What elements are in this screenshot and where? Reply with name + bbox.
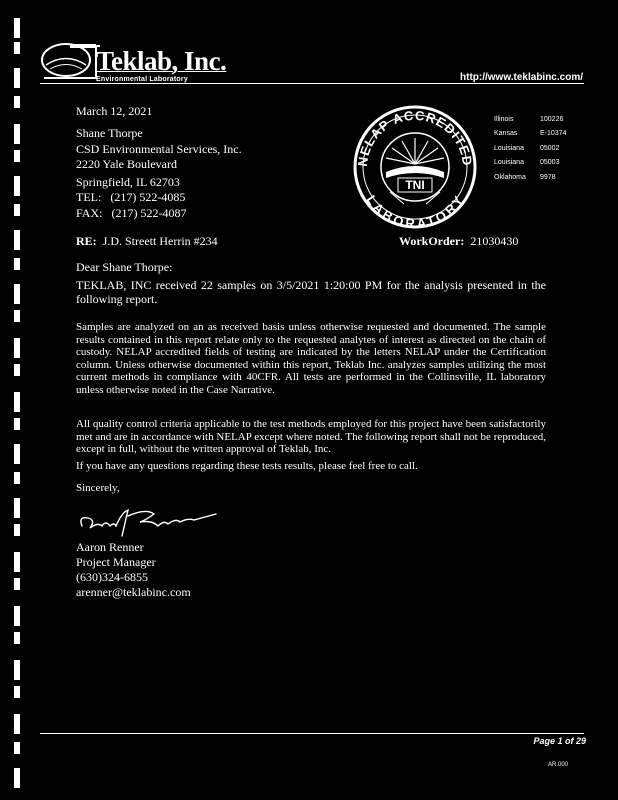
recipient-company: CSD Environmental Services, Inc. <box>76 141 242 156</box>
cert-state: Oklahoma <box>494 173 526 181</box>
page-number: Page 1 of 29 <box>533 736 586 746</box>
binder-hole <box>14 632 20 644</box>
cert-number: E-10374 <box>540 130 567 138</box>
header-divider <box>40 83 584 84</box>
binder-hole <box>14 284 20 304</box>
svg-text:LABORATORY <box>363 193 466 230</box>
closing: Sincerely, <box>76 482 120 494</box>
binder-hole <box>14 498 20 518</box>
binder-hole <box>14 96 20 108</box>
cert-number: 05003 <box>540 159 560 167</box>
binder-hole <box>14 606 20 626</box>
recipient-street: 2220 Yale Boulevard <box>76 157 177 171</box>
cert-row <box>494 112 566 127</box>
logo-tagline: Environmental Laboratory <box>96 76 188 83</box>
binder-hole <box>14 392 20 412</box>
cert-state: Kansas <box>494 130 518 138</box>
cert-row <box>494 156 566 171</box>
recipient-name: Shane Thorpe <box>76 126 143 140</box>
binder-hole <box>14 310 20 322</box>
binder-hole <box>14 742 20 754</box>
workorder-line <box>399 234 518 249</box>
recipient-address <box>76 126 242 221</box>
certification-list <box>494 112 566 185</box>
letter-date: March 12, 2021 <box>76 104 153 118</box>
ar-code: AR.000 <box>547 762 568 768</box>
binder-hole <box>14 258 20 270</box>
binder-hole <box>14 364 20 376</box>
binder-hole <box>14 42 20 54</box>
binder-hole <box>14 578 20 590</box>
binder-hole <box>14 150 20 162</box>
cert-state: Illinois <box>494 115 514 123</box>
cert-row <box>494 127 566 142</box>
binder-hole <box>14 472 20 484</box>
binder-hole <box>14 444 20 464</box>
recipient-fax: FAX: (217) 522-4087 <box>76 205 187 220</box>
paragraph-questions: If you have any questions regarding these tests results, please feel free to call. <box>76 460 418 472</box>
binder-hole <box>14 68 20 88</box>
seal-top-text: NELAP ACCREDITED <box>354 107 476 168</box>
cert-state: Louisiana <box>494 159 524 167</box>
signer-block <box>76 540 191 600</box>
paragraph-quality: All quality control criteria applicable to the test methods employed for this project have been satisfactorily met and are in accordance with NELAP except where noted. The following report shall not be reproduced, except in full, without the written approval of Teklab, Inc. <box>76 418 546 455</box>
salutation: Dear Shane Thorpe: <box>76 260 173 274</box>
re-label: RE: <box>76 234 97 248</box>
paragraph-received: TEKLAB, INC received 22 samples on 3/5/2021 1:20:00 PM for the analysis presented in the following report. <box>76 278 546 306</box>
workorder-value: 21030430 <box>470 234 519 248</box>
website-link[interactable]: http://www.teklabinc.com/ <box>460 72 583 83</box>
binder-hole <box>14 768 20 788</box>
binder-hole <box>14 524 20 536</box>
recipient-city: Springfield, IL 62703 <box>76 174 180 189</box>
workorder-label: WorkOrder: <box>399 234 465 248</box>
seal-bottom-text: LABORATORY <box>363 192 467 230</box>
binder-hole <box>14 18 20 38</box>
binder-hole <box>14 124 20 144</box>
binder-hole <box>14 714 20 734</box>
cert-number: 100226 <box>540 115 564 123</box>
binder-hole <box>14 230 20 250</box>
cert-row <box>494 141 566 156</box>
seal-center-text: TNI <box>405 178 425 192</box>
binder-hole <box>14 204 20 216</box>
signer-title: Project Manager <box>76 555 156 569</box>
cert-number: 9978 <box>540 173 556 181</box>
nelap-seal <box>350 104 480 230</box>
cert-row <box>494 170 566 185</box>
binder-holes <box>0 0 30 800</box>
binder-hole <box>14 338 20 358</box>
paragraph-samples: Samples are analyzed on an as received basis unless otherwise requested and documented. The sample results contained in this report relate only to the requested analytes of interest as directed on the chain of custody. NELAP accredited fields of testing are indicated by the letters NELAP under the Certification column. Unless otherwise documented within this report, Teklab Inc. analyzes samples utilizing the most current methods in compliance with 40CFR. All tests are performed in the Collinsville, IL laboratory unless otherwise noted in the Case Narrative. <box>76 321 546 396</box>
footer-divider <box>40 733 584 734</box>
binder-hole <box>14 176 20 196</box>
cert-state: Louisiana <box>494 144 524 152</box>
binder-hole <box>14 418 20 430</box>
signer-name: Aaron Renner <box>76 540 144 554</box>
signer-phone: (630)324-6855 <box>76 570 148 584</box>
binder-hole <box>14 686 20 698</box>
signer-email[interactable]: arenner@teklabinc.com <box>76 585 191 599</box>
signature-image <box>76 500 226 540</box>
re-line <box>76 234 218 249</box>
recipient-tel: TEL: (217) 522-4085 <box>76 190 186 204</box>
logo-wordmark: Teklab, Inc. <box>96 46 227 76</box>
binder-hole <box>14 660 20 680</box>
binder-hole <box>14 552 20 572</box>
re-value: J.D. Streett Herrin #234 <box>102 234 218 248</box>
cert-number: 05002 <box>540 144 560 152</box>
